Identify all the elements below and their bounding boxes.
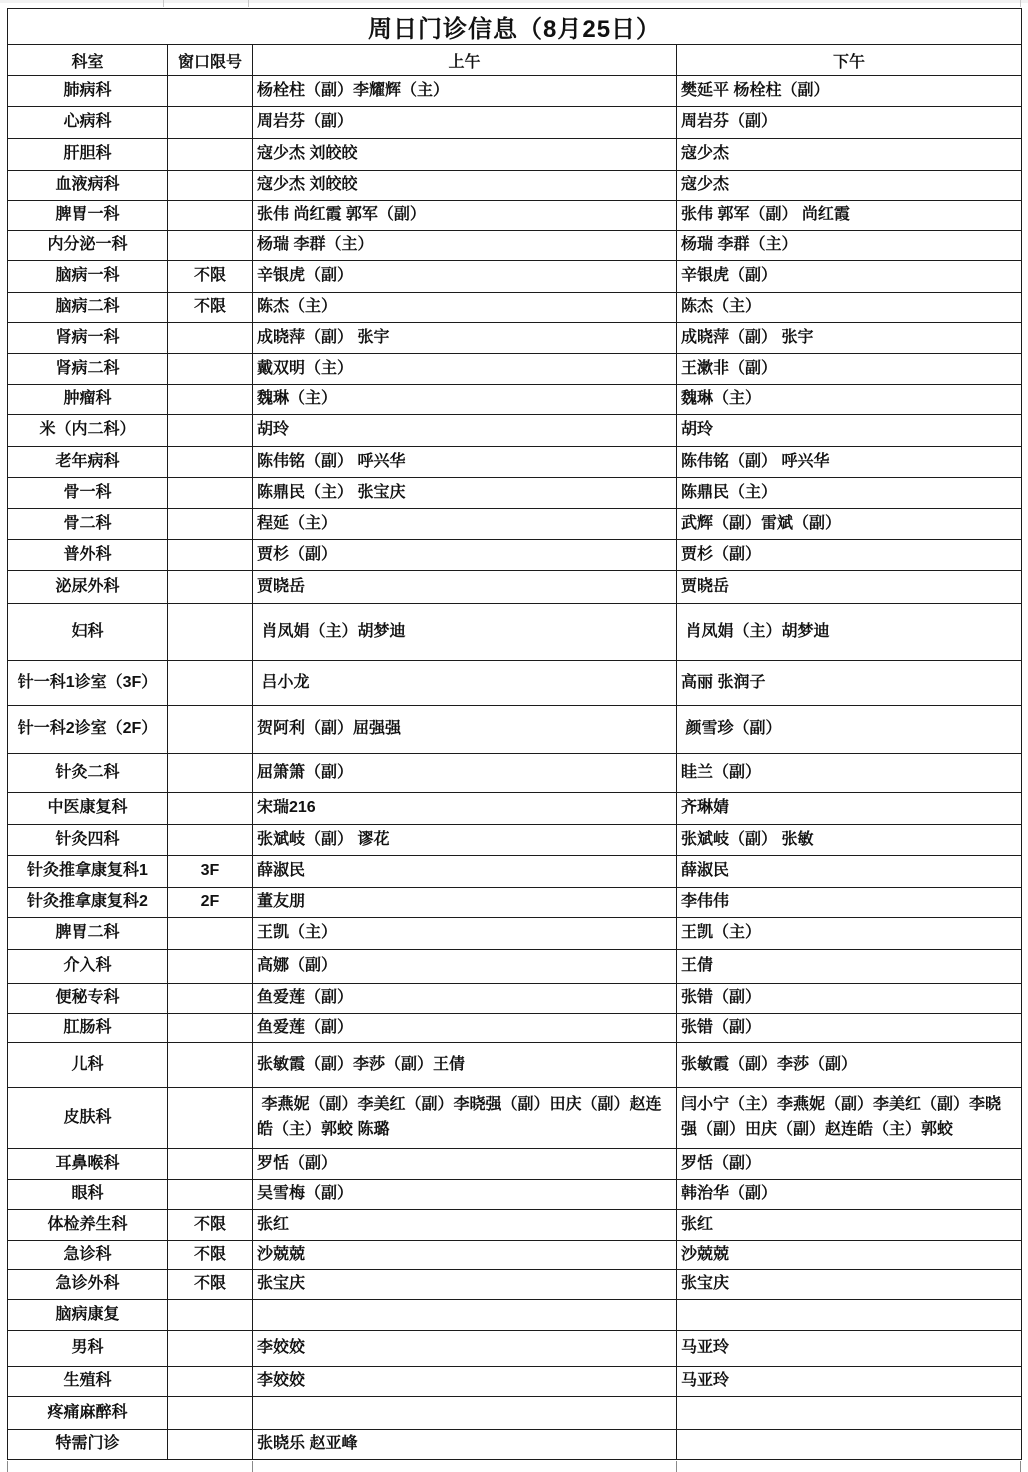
- dept-cell: 急诊科: [8, 1241, 168, 1270]
- quota-cell: [168, 754, 253, 793]
- quota-cell: [168, 984, 253, 1014]
- dept-cell: 耳鼻喉科: [8, 1149, 168, 1180]
- gridline-stub: [163, 0, 164, 7]
- table-row: [8, 571, 1022, 604]
- pm-cell: 眭兰（副）: [677, 754, 1022, 793]
- quota-cell: [168, 1180, 253, 1210]
- am-cell: 寇少杰 刘皎皎: [253, 139, 677, 171]
- am-cell: 成晓萍（副） 张宇: [253, 323, 677, 354]
- pm-cell: 陈杰（主）: [677, 293, 1022, 323]
- pm-cell: 周岩芬（副）: [677, 107, 1022, 139]
- dept-cell: 便秘专科: [8, 984, 168, 1014]
- pm-cell: 胡玲: [677, 415, 1022, 447]
- table-row: [8, 1430, 1022, 1460]
- quota-cell: [168, 950, 253, 984]
- dept-cell: 介入科: [8, 950, 168, 984]
- am-cell: 肖凤娟（主）胡梦迪: [253, 604, 677, 661]
- dept-cell: 妇科: [8, 604, 168, 661]
- pm-cell: 王凯（主）: [677, 918, 1022, 950]
- gridline-stub: [7, 1461, 8, 1472]
- quota-cell: [168, 571, 253, 604]
- quota-cell: [168, 1149, 253, 1180]
- quota-cell: 不限: [168, 1241, 253, 1270]
- quota-cell: [168, 1367, 253, 1397]
- quota-cell: [168, 825, 253, 856]
- col-header-pm: 下午: [677, 45, 1022, 76]
- table-row: [8, 825, 1022, 856]
- quota-cell: [168, 1014, 253, 1043]
- table-row: [8, 231, 1022, 261]
- quota-cell: [168, 1300, 253, 1331]
- pm-cell: 颜雪珍（副）: [677, 706, 1022, 754]
- table-row: [8, 540, 1022, 571]
- table-row: [8, 1149, 1022, 1180]
- am-cell: 张晓乐 赵亚峰: [253, 1430, 677, 1460]
- table-row: [8, 201, 1022, 231]
- gridline-stub: [252, 1461, 253, 1472]
- am-cell: 高娜（副）: [253, 950, 677, 984]
- dept-cell: 脑病康复: [8, 1300, 168, 1331]
- table-row: [8, 888, 1022, 918]
- am-cell: 陈伟铭（副） 呼兴华: [253, 447, 677, 478]
- table-row: [8, 1331, 1022, 1367]
- dept-cell: 肝胆科: [8, 139, 168, 171]
- quota-cell: [168, 354, 253, 385]
- pm-cell: 张红: [677, 1210, 1022, 1241]
- table-row: [8, 1397, 1022, 1430]
- pm-cell: 马亚玲: [677, 1367, 1022, 1397]
- table-row: [8, 1367, 1022, 1397]
- pm-cell: 张伟 郭军（副） 尚红霞: [677, 201, 1022, 231]
- pm-cell: [677, 1300, 1022, 1331]
- quota-cell: [168, 661, 253, 706]
- schedule-table-body: [8, 76, 1022, 1460]
- dept-cell: 脑病二科: [8, 293, 168, 323]
- schedule-table: [7, 8, 1022, 1460]
- am-cell: 戴双明（主）: [253, 354, 677, 385]
- pm-cell: 韩治华（副）: [677, 1180, 1022, 1210]
- dept-cell: 肿瘤科: [8, 385, 168, 415]
- am-cell: 魏琳（主）: [253, 385, 677, 415]
- dept-cell: 针灸四科: [8, 825, 168, 856]
- quota-cell: [168, 323, 253, 354]
- pm-cell: 薛淑民: [677, 856, 1022, 888]
- am-cell: 鱼爱莲（副）: [253, 984, 677, 1014]
- am-cell: 张斌岐（副） 谬花: [253, 825, 677, 856]
- table-row: [8, 107, 1022, 139]
- am-cell: 薛淑民: [253, 856, 677, 888]
- quota-cell: [168, 76, 253, 107]
- quota-cell: [168, 385, 253, 415]
- am-cell: 寇少杰 刘皎皎: [253, 171, 677, 201]
- gridline-stub: [1020, 0, 1021, 7]
- am-cell: 张宝庆: [253, 1270, 677, 1300]
- pm-cell: 张错（副）: [677, 1014, 1022, 1043]
- quota-cell: [168, 1043, 253, 1088]
- table-row: [8, 793, 1022, 825]
- table-row: [8, 478, 1022, 509]
- dept-cell: 皮肤科: [8, 1088, 168, 1149]
- am-cell: 贺阿利（副）屈强强: [253, 706, 677, 754]
- am-cell: 杨瑞 李群（主）: [253, 231, 677, 261]
- quota-cell: [168, 139, 253, 171]
- col-header-dept: 科室: [8, 45, 168, 76]
- dept-cell: 急诊外科: [8, 1270, 168, 1300]
- table-row: [8, 661, 1022, 706]
- sheet-top-artifact: [0, 0, 1028, 3]
- table-row: [8, 171, 1022, 201]
- am-cell: 罗恬（副）: [253, 1149, 677, 1180]
- dept-cell: 针灸二科: [8, 754, 168, 793]
- dept-cell: 针灸推拿康复科2: [8, 888, 168, 918]
- dept-cell: 男科: [8, 1331, 168, 1367]
- gridline-stub: [676, 1461, 677, 1472]
- am-cell: 张伟 尚红霞 郭军（副）: [253, 201, 677, 231]
- am-cell: 李姣姣: [253, 1367, 677, 1397]
- am-cell: 程延（主）: [253, 509, 677, 540]
- quota-cell: 不限: [168, 293, 253, 323]
- col-header-quota: 窗口限号: [168, 45, 253, 76]
- quota-cell: 不限: [168, 1270, 253, 1300]
- quota-cell: [168, 447, 253, 478]
- am-cell: 陈杰（主）: [253, 293, 677, 323]
- am-cell: 张敏霞（副）李莎（副）王倩: [253, 1043, 677, 1088]
- table-row: [8, 706, 1022, 754]
- pm-cell: 王倩: [677, 950, 1022, 984]
- pm-cell: 马亚玲: [677, 1331, 1022, 1367]
- dept-cell: 生殖科: [8, 1367, 168, 1397]
- table-row: [8, 415, 1022, 447]
- am-cell: 沙兢兢: [253, 1241, 677, 1270]
- am-cell: [253, 1397, 677, 1430]
- am-cell: 贾晓岳: [253, 571, 677, 604]
- am-cell: 宋瑞216: [253, 793, 677, 825]
- pm-cell: [677, 1430, 1022, 1460]
- page-title: 周日门诊信息（8月25日）: [8, 9, 1022, 45]
- pm-cell: 高丽 张润子: [677, 661, 1022, 706]
- gridline-stub: [248, 0, 249, 7]
- dept-cell: 眼科: [8, 1180, 168, 1210]
- quota-cell: [168, 231, 253, 261]
- dept-cell: 心病科: [8, 107, 168, 139]
- table-row: [8, 604, 1022, 661]
- table-row: [8, 447, 1022, 478]
- pm-cell: 张敏霞（副）李莎（副）: [677, 1043, 1022, 1088]
- dept-cell: 内分泌一科: [8, 231, 168, 261]
- col-header-am: 上午: [253, 45, 677, 76]
- pm-cell: 齐琳婧: [677, 793, 1022, 825]
- am-cell: 王凯（主）: [253, 918, 677, 950]
- am-cell: 吴雪梅（副）: [253, 1180, 677, 1210]
- table-row: [8, 1088, 1022, 1149]
- pm-cell: 张宝庆: [677, 1270, 1022, 1300]
- quota-cell: [168, 918, 253, 950]
- pm-cell: 贾杉（副）: [677, 540, 1022, 571]
- quota-cell: 不限: [168, 261, 253, 293]
- quota-cell: 不限: [168, 1210, 253, 1241]
- pm-cell: 肖凤娟（主）胡梦迪: [677, 604, 1022, 661]
- quota-cell: 2F: [168, 888, 253, 918]
- dept-cell: 米（内二科）: [8, 415, 168, 447]
- pm-cell: 李伟伟: [677, 888, 1022, 918]
- dept-cell: 普外科: [8, 540, 168, 571]
- am-cell: 贾杉（副）: [253, 540, 677, 571]
- am-cell: 董友朋: [253, 888, 677, 918]
- table-row: [8, 1014, 1022, 1043]
- gridline-stub: [1020, 1461, 1021, 1472]
- dept-cell: 针一科1诊室（3F）: [8, 661, 168, 706]
- dept-cell: 儿科: [8, 1043, 168, 1088]
- table-row: [8, 754, 1022, 793]
- pm-cell: [677, 1397, 1022, 1430]
- quota-cell: 3F: [168, 856, 253, 888]
- pm-cell: 陈伟铭（副） 呼兴华: [677, 447, 1022, 478]
- pm-cell: 寇少杰: [677, 171, 1022, 201]
- dept-cell: 针一科2诊室（2F）: [8, 706, 168, 754]
- am-cell: 吕小龙: [253, 661, 677, 706]
- quota-cell: [168, 604, 253, 661]
- am-cell: 周岩芬（副）: [253, 107, 677, 139]
- table-row: [8, 950, 1022, 984]
- am-cell: 陈鼎民（主） 张宝庆: [253, 478, 677, 509]
- am-cell: 鱼爱莲（副）: [253, 1014, 677, 1043]
- table-row: [8, 323, 1022, 354]
- dept-cell: 脑病一科: [8, 261, 168, 293]
- table-row: [8, 385, 1022, 415]
- table-row: [8, 984, 1022, 1014]
- title-row: [8, 9, 1022, 45]
- table-row: [8, 509, 1022, 540]
- am-cell: [253, 1300, 677, 1331]
- am-cell: 李燕妮（副）李美红（副）李晓强（副）田庆（副）赵连皓（主）郭蛟 陈璐: [253, 1088, 677, 1149]
- pm-cell: 寇少杰: [677, 139, 1022, 171]
- am-cell: 杨栓柱（副）李耀辉（主）: [253, 76, 677, 107]
- quota-cell: [168, 107, 253, 139]
- quota-cell: [168, 1331, 253, 1367]
- quota-cell: [168, 171, 253, 201]
- dept-cell: 老年病科: [8, 447, 168, 478]
- quota-cell: [168, 415, 253, 447]
- am-cell: 李姣姣: [253, 1331, 677, 1367]
- dept-cell: 骨一科: [8, 478, 168, 509]
- header-row: [8, 45, 1022, 76]
- dept-cell: 特需门诊: [8, 1430, 168, 1460]
- dept-cell: 血液病科: [8, 171, 168, 201]
- pm-cell: 魏琳（主）: [677, 385, 1022, 415]
- table-row: [8, 293, 1022, 323]
- table-row: [8, 918, 1022, 950]
- pm-cell: 沙兢兢: [677, 1241, 1022, 1270]
- pm-cell: 张斌岐（副） 张敏: [677, 825, 1022, 856]
- quota-cell: [168, 478, 253, 509]
- dept-cell: 脾胃二科: [8, 918, 168, 950]
- pm-cell: 武辉（副）雷斌（副）: [677, 509, 1022, 540]
- dept-cell: 肾病二科: [8, 354, 168, 385]
- dept-cell: 泌尿外科: [8, 571, 168, 604]
- pm-cell: 张错（副）: [677, 984, 1022, 1014]
- quota-cell: [168, 1088, 253, 1149]
- quota-cell: [168, 706, 253, 754]
- pm-cell: 辛银虎（副）: [677, 261, 1022, 293]
- table-row: [8, 856, 1022, 888]
- quota-cell: [168, 201, 253, 231]
- quota-cell: [168, 1397, 253, 1430]
- table-row: [8, 261, 1022, 293]
- table-row: [8, 1300, 1022, 1331]
- am-cell: 张红: [253, 1210, 677, 1241]
- table-row: [8, 139, 1022, 171]
- dept-cell: 疼痛麻醉科: [8, 1397, 168, 1430]
- table-row: [8, 1180, 1022, 1210]
- am-cell: 胡玲: [253, 415, 677, 447]
- pm-cell: 王漱非（副）: [677, 354, 1022, 385]
- dept-cell: 脾胃一科: [8, 201, 168, 231]
- pm-cell: 贾晓岳: [677, 571, 1022, 604]
- quota-cell: [168, 1430, 253, 1460]
- dept-cell: 体检养生科: [8, 1210, 168, 1241]
- pm-cell: 陈鼎民（主）: [677, 478, 1022, 509]
- table-row: [8, 1210, 1022, 1241]
- pm-cell: 杨瑞 李群（主）: [677, 231, 1022, 261]
- dept-cell: 针灸推拿康复科1: [8, 856, 168, 888]
- table-row: [8, 1241, 1022, 1270]
- pm-cell: 樊延平 杨栓柱（副）: [677, 76, 1022, 107]
- pm-cell: 罗恬（副）: [677, 1149, 1022, 1180]
- quota-cell: [168, 540, 253, 571]
- pm-cell: 成晓萍（副） 张宇: [677, 323, 1022, 354]
- table-row: [8, 1270, 1022, 1300]
- am-cell: 屈箫箫（副）: [253, 754, 677, 793]
- dept-cell: 中医康复科: [8, 793, 168, 825]
- quota-cell: [168, 509, 253, 540]
- dept-cell: 骨二科: [8, 509, 168, 540]
- dept-cell: 肾病一科: [8, 323, 168, 354]
- table-row: [8, 354, 1022, 385]
- table-row: [8, 76, 1022, 107]
- am-cell: 辛银虎（副）: [253, 261, 677, 293]
- dept-cell: 肛肠科: [8, 1014, 168, 1043]
- dept-cell: 肺病科: [8, 76, 168, 107]
- table-row: [8, 1043, 1022, 1088]
- quota-cell: [168, 793, 253, 825]
- pm-cell: 闫小宁（主）李燕妮（副）李美红（副）李晓强（副）田庆（副）赵连皓（主）郭蛟: [677, 1088, 1022, 1149]
